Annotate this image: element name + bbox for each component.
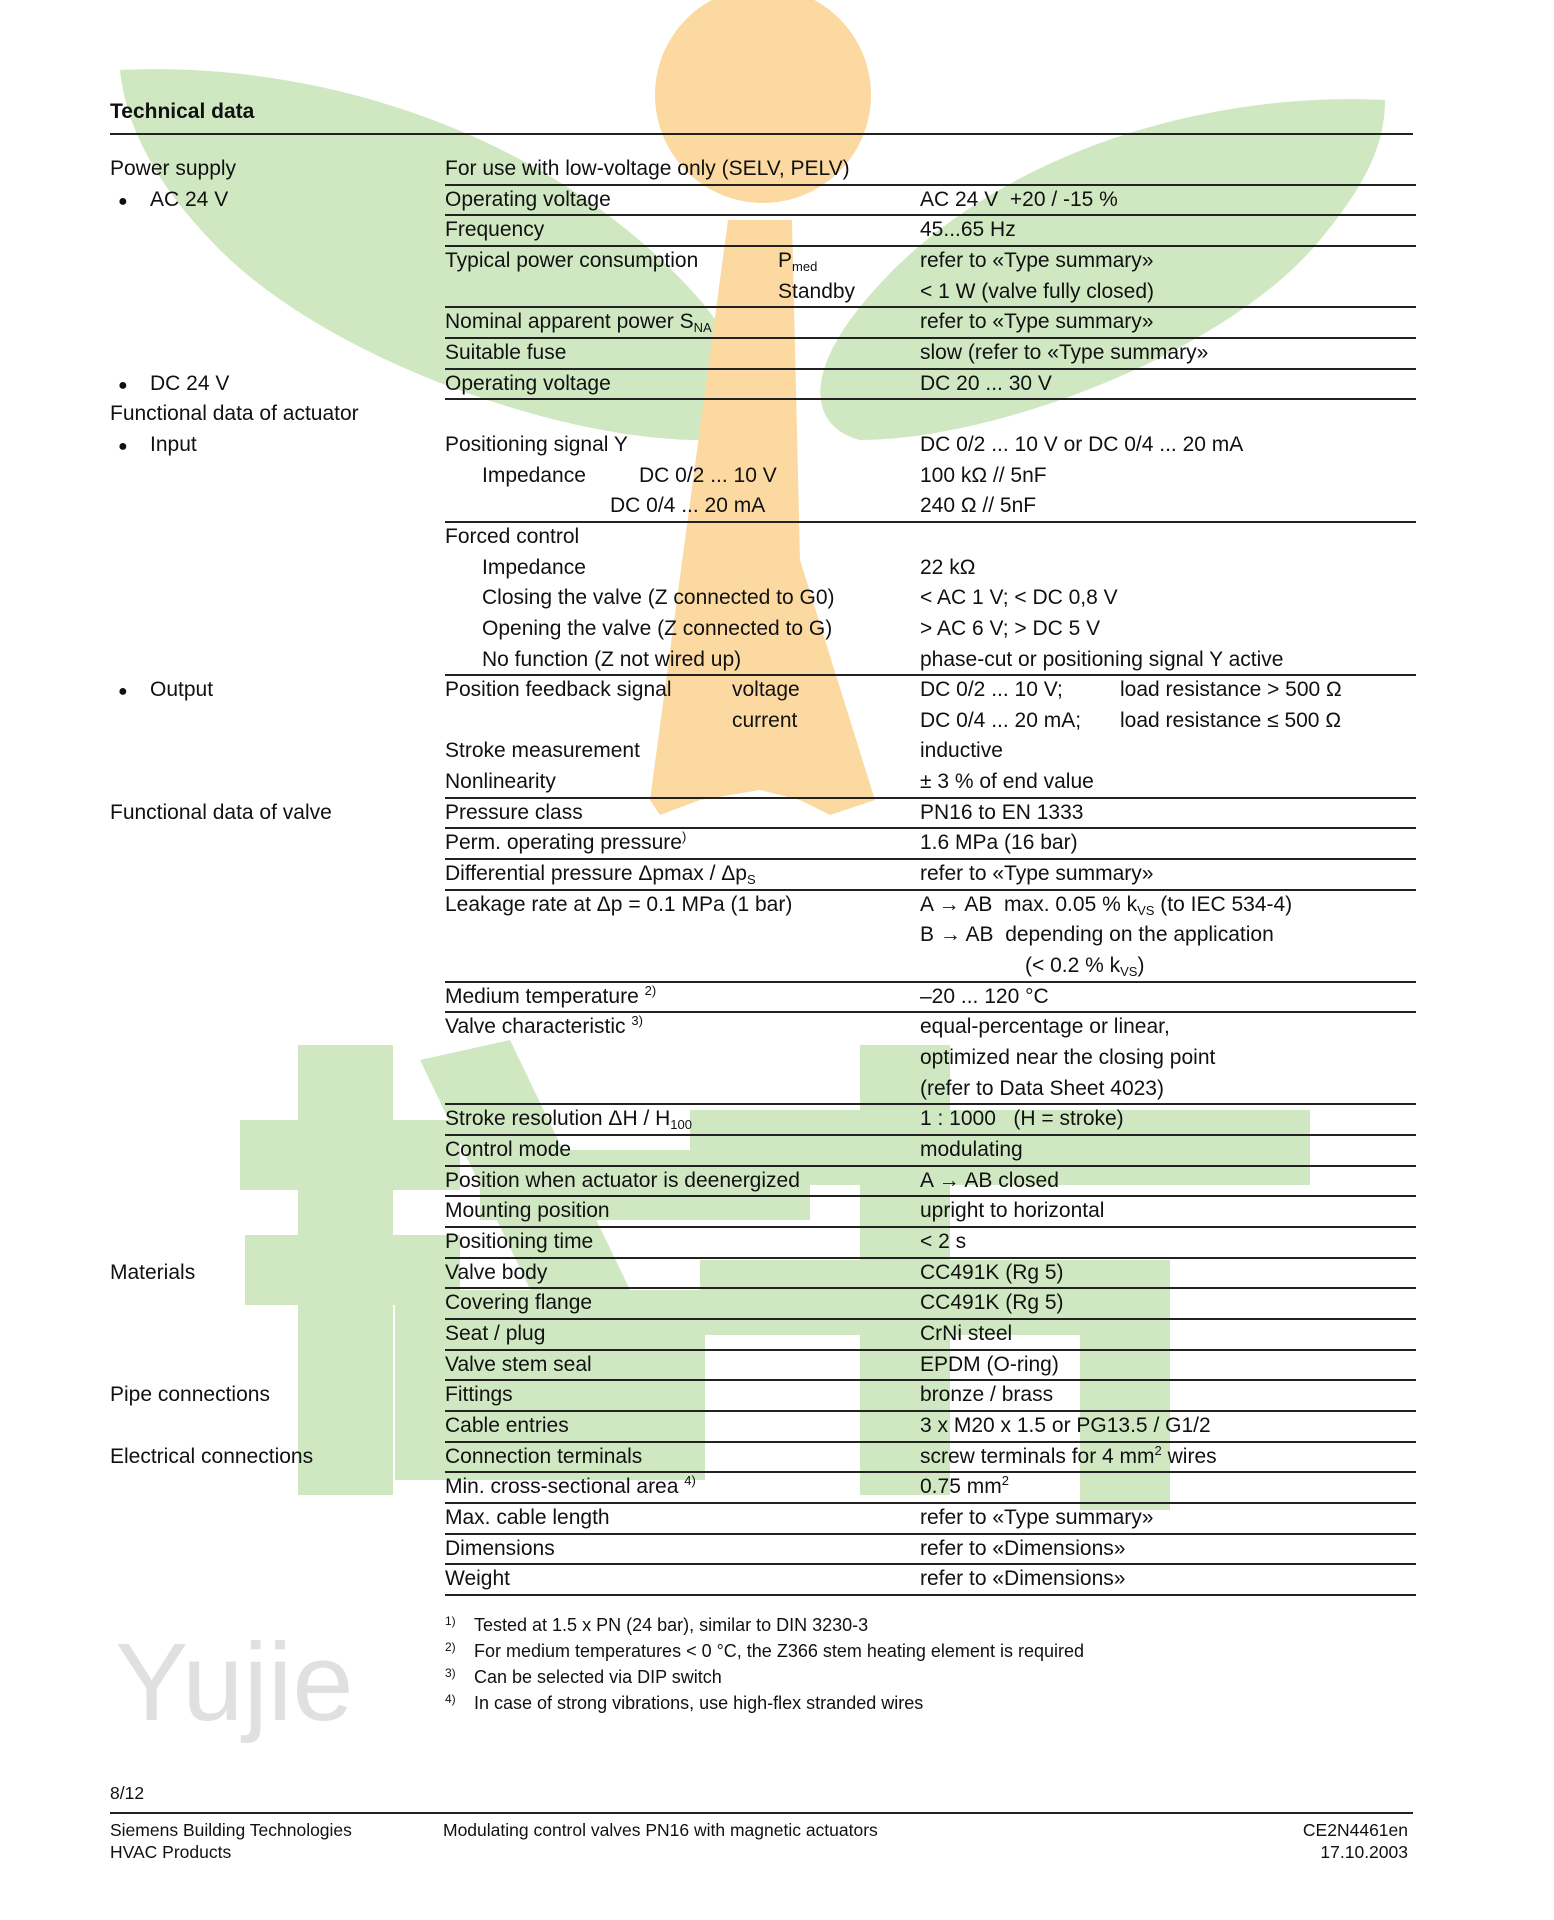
table-row [0,553,1554,584]
table-row [0,583,1554,614]
watermark-text: Yujie [115,1621,354,1744]
text-segment: 0.75 mm [920,1475,1002,1499]
table-row [0,798,1554,829]
parameter-value: 240 Ω // 5nF [920,494,1037,518]
parameter-label [445,1104,692,1135]
table-row [0,1288,1554,1319]
parameter-label: Valve body [445,1260,548,1284]
table-row [0,307,1554,338]
bullet-label: Output [150,678,214,702]
section-label: Electrical connections [110,1444,314,1468]
parameter-value: inductive [920,739,1003,763]
parameter-value-secondary: load resistance > 500 Ω [1120,678,1342,702]
footnote-number: 2) [445,1640,456,1654]
parameter-label: Dimensions [445,1536,555,1560]
parameter-value: ± 3 % of end value [920,770,1094,794]
parameter-value: refer to «Type summary» [920,862,1154,886]
bullet-icon: ● [118,437,128,455]
table-row [0,859,1554,890]
parameter-label: For use with low-voltage only (SELV, PELV) [445,157,850,180]
parameter-qualifier: voltage [732,678,800,702]
table-row [0,399,1554,430]
bullet-item [118,675,213,708]
bullet-item [118,185,228,218]
footer-divider [110,1812,1413,1814]
parameter-label: Positioning time [445,1229,594,1253]
table-row [0,246,1554,277]
table-row [0,614,1554,645]
parameter-label: Opening the valve (Z connected to G) [482,616,833,640]
parameter-label: Control mode [445,1138,572,1161]
bullet-item [118,369,229,402]
parameter-value: 45...65 Hz [920,218,1016,242]
parameter-label: Fittings [445,1383,513,1407]
parameter-label: Position when actuator is deenergized [445,1168,800,1192]
parameter-value: < AC 1 V; < DC 0,8 V [920,586,1118,610]
table-row [0,369,1554,400]
parameter-value: > AC 6 V; > DC 5 V [920,616,1101,640]
table-row [0,1380,1554,1411]
superscript: 2 [1154,1442,1162,1458]
table-row [0,430,1554,461]
section-label: Power supply [110,157,237,180]
parameter-value: CC491K (Rg 5) [920,1260,1064,1284]
parameter-value: optimized near the closing point [920,1046,1216,1070]
parameter-value: EPDM (O-ring) [920,1352,1059,1376]
parameter-value: B → AB depending on the application [920,923,1274,947]
table-row [0,1196,1554,1227]
table-row [0,828,1554,859]
parameter-value: < 1 W (valve fully closed) [920,279,1154,303]
parameter-value: upright to horizontal [920,1199,1105,1223]
parameter-value [920,890,1292,921]
section-label: Functional data of valve [110,800,332,824]
table-row [0,1166,1554,1197]
bullet-icon: ● [118,192,128,210]
parameter-label: Mounting position [445,1199,610,1223]
footnote-4 [445,1692,923,1714]
table-row [0,154,1554,185]
parameter-qualifier [778,246,817,277]
parameter-value: < 2 s [920,1229,967,1253]
parameter-label: Cable entries [445,1413,569,1437]
superscript: 3) [631,1013,643,1029]
table-row [0,767,1554,798]
table-row [0,1012,1554,1043]
subscript: VS [1120,964,1138,980]
parameter-label: Positioning signal Y [445,432,628,456]
footer-division: HVAC Products [110,1842,232,1862]
parameter-value: 1.6 MPa (16 bar) [920,831,1078,855]
text-segment: (< 0.2 % k [1025,954,1121,978]
parameter-label: Impedance [482,463,586,487]
footnote-text: In case of strong vibrations, use high-flex stranded wires [474,1693,924,1713]
parameter-value: refer to «Type summary» [920,310,1154,334]
parameter-value: 22 kΩ [920,555,976,579]
parameter-qualifier: Standby [778,279,856,303]
parameter-label: Suitable fuse [445,340,567,364]
parameter-value: CrNi steel [920,1321,1013,1345]
parameter-value [920,1472,1009,1503]
parameter-value: AC 24 V +20 / -15 % [920,187,1118,211]
section-title: Technical data [110,100,255,123]
superscript: ) [681,829,687,845]
parameter-label: Connection terminals [445,1444,643,1468]
parameter-label: Position feedback signal [445,678,672,702]
parameter-value: CC491K (Rg 5) [920,1291,1064,1315]
text-segment: A → AB max. 0.05 % k [920,892,1138,916]
parameter-label: Typical power consumption [445,248,699,272]
footer-company: Siemens Building Technologies [110,1820,352,1840]
table-row [0,706,1554,737]
table-row [0,1411,1554,1442]
parameter-value [1025,951,1144,982]
bullet-label: DC 24 V [150,371,230,395]
parameter-value: –20 ... 120 °C [920,984,1049,1008]
text-segment: Medium temperature [445,984,645,1008]
parameter-label: Seat / plug [445,1321,546,1345]
parameter-label: Operating voltage [445,371,611,395]
table-row [0,951,1554,982]
parameter-label: Weight [445,1567,510,1591]
table-row [0,920,1554,951]
text-segment: ) [1137,954,1145,978]
title-divider [110,133,1413,135]
table-row [0,1503,1554,1534]
superscript: 4) [684,1473,696,1489]
parameter-value: refer to «Type summary» [920,248,1154,272]
table-row [0,982,1554,1013]
bullet-icon: ● [118,376,128,394]
footnote-number: 1) [445,1614,456,1628]
parameter-value: refer to «Dimensions» [920,1567,1126,1591]
section-label: Materials [110,1260,196,1284]
parameter-label [445,1012,643,1043]
section-label: Functional data of actuator [110,402,359,426]
footnote-text: Tested at 1.5 x PN (24 bar), similar to DIN 3230-3 [474,1615,869,1635]
footnote-1 [445,1614,868,1636]
footnote-3 [445,1666,722,1688]
table-row [0,890,1554,921]
table-row [0,461,1554,492]
parameter-label [445,982,656,1013]
footnote-2 [445,1640,1084,1662]
text-segment: wires [1161,1444,1217,1468]
table-row [0,1043,1554,1074]
parameter-label [445,859,756,890]
parameter-value: bronze / brass [920,1383,1054,1407]
superscript: 2 [1001,1473,1009,1489]
parameter-label: Frequency [445,218,545,242]
table-row [0,645,1554,676]
parameter-value-secondary: load resistance ≤ 500 Ω [1120,708,1342,732]
footer-date: 17.10.2003 [1320,1842,1408,1862]
table-row [0,215,1554,246]
subscript: NA [693,320,712,336]
parameter-value: slow (refer to «Type summary» [920,340,1209,364]
table-row [0,1564,1554,1595]
table-row [0,1227,1554,1258]
parameter-label: No function (Z not wired up) [482,647,742,671]
subscript: med [792,258,818,274]
table-row [0,1135,1554,1166]
parameter-value: refer to «Type summary» [920,1505,1154,1529]
text-segment: Nominal apparent power S [445,310,694,334]
footnote-number: 4) [445,1692,456,1706]
parameter-label: Stroke measurement [445,739,640,763]
table-row [0,277,1554,308]
table-row [0,338,1554,369]
parameter-value: DC 0/2 ... 10 V or DC 0/4 ... 20 mA [920,432,1244,456]
table-row [0,522,1554,553]
text-segment: (to IEC 534-4) [1154,892,1293,916]
parameter-label: Forced control [445,524,580,548]
parameter-label: Impedance [482,555,586,579]
footnote-text: For medium temperatures < 0 °C, the Z366 stem heating element is required [474,1641,1084,1661]
footer-doc-title: Modulating control valves PN16 with magnetic actuators [443,1820,878,1840]
bullet-label: Input [150,432,197,456]
parameter-value: 100 kΩ // 5nF [920,463,1047,487]
text-segment: screw terminals for 4 mm [920,1444,1155,1468]
parameter-value: 1 : 1000 (H = stroke) [920,1107,1124,1131]
parameter-value: DC 0/4 ... 20 mA; [920,708,1082,732]
parameter-label: Valve stem seal [445,1352,592,1376]
section-label: Pipe connections [110,1383,270,1407]
bullet-label: AC 24 V [150,187,229,211]
text-segment: Differential pressure Δpmax / Δp [445,862,747,886]
table-row [0,736,1554,767]
table-row [0,1074,1554,1105]
parameter-qualifier: current [732,708,798,732]
parameter-value: PN16 to EN 1333 [920,800,1084,824]
text-segment: Min. cross-sectional area [445,1475,685,1499]
table-row [0,1534,1554,1565]
table-row [0,675,1554,706]
table-row [0,491,1554,522]
footnote-number: 3) [445,1666,456,1680]
parameter-value: A → AB closed [920,1168,1059,1192]
table-row [0,1350,1554,1381]
parameter-value: modulating [920,1138,1023,1161]
parameter-label [445,1472,696,1503]
text-segment: P [778,248,793,272]
subscript: 100 [670,1117,692,1133]
parameter-label: Leakage rate at Δp = 0.1 MPa (1 bar) [445,892,793,916]
superscript: 2) [644,982,657,998]
table-row [0,1104,1554,1135]
parameter-qualifier: DC 0/4 ... 20 mA [610,494,766,518]
parameter-value: equal-percentage or linear, [920,1015,1170,1039]
text-segment: Stroke resolution ΔH / H [445,1107,671,1131]
footer-doc-number: CE2N4461en [1302,1820,1408,1840]
parameter-value: refer to «Dimensions» [920,1536,1126,1560]
table-row [0,185,1554,216]
text-segment: Valve characteristic [445,1015,632,1039]
parameter-value: DC 20 ... 30 V [920,371,1052,395]
parameter-value [920,1442,1217,1473]
parameter-label: Operating voltage [445,187,611,211]
parameter-label: Covering flange [445,1291,593,1315]
table-row [0,1258,1554,1289]
table-row [0,1472,1554,1503]
parameter-label: Max. cable length [445,1505,610,1529]
table-row [0,1442,1554,1473]
parameter-qualifier: DC 0/2 ... 10 V [639,463,777,487]
parameter-value: phase-cut or positioning signal Y active [920,647,1284,671]
subscript: VS [1137,902,1155,918]
bullet-item [118,430,197,463]
bullet-icon: ● [118,683,128,701]
parameter-label: Nonlinearity [445,770,556,794]
parameter-value: 3 x M20 x 1.5 or PG13.5 / G1/2 [920,1413,1211,1437]
technical-data-table [0,154,1554,1595]
page-number: 8/12 [110,1783,145,1803]
parameter-value: DC 0/2 ... 10 V; [920,678,1063,702]
subscript: S [746,872,756,888]
parameter-value: (refer to Data Sheet 4023) [920,1076,1164,1100]
text-segment: Perm. operating pressure [445,831,682,855]
parameter-label [445,307,712,338]
parameter-label [445,828,686,859]
parameter-label: Pressure class [445,800,583,824]
parameter-label: Closing the valve (Z connected to G0) [482,586,835,610]
table-row [0,1319,1554,1350]
footnote-text: Can be selected via DIP switch [474,1667,722,1687]
